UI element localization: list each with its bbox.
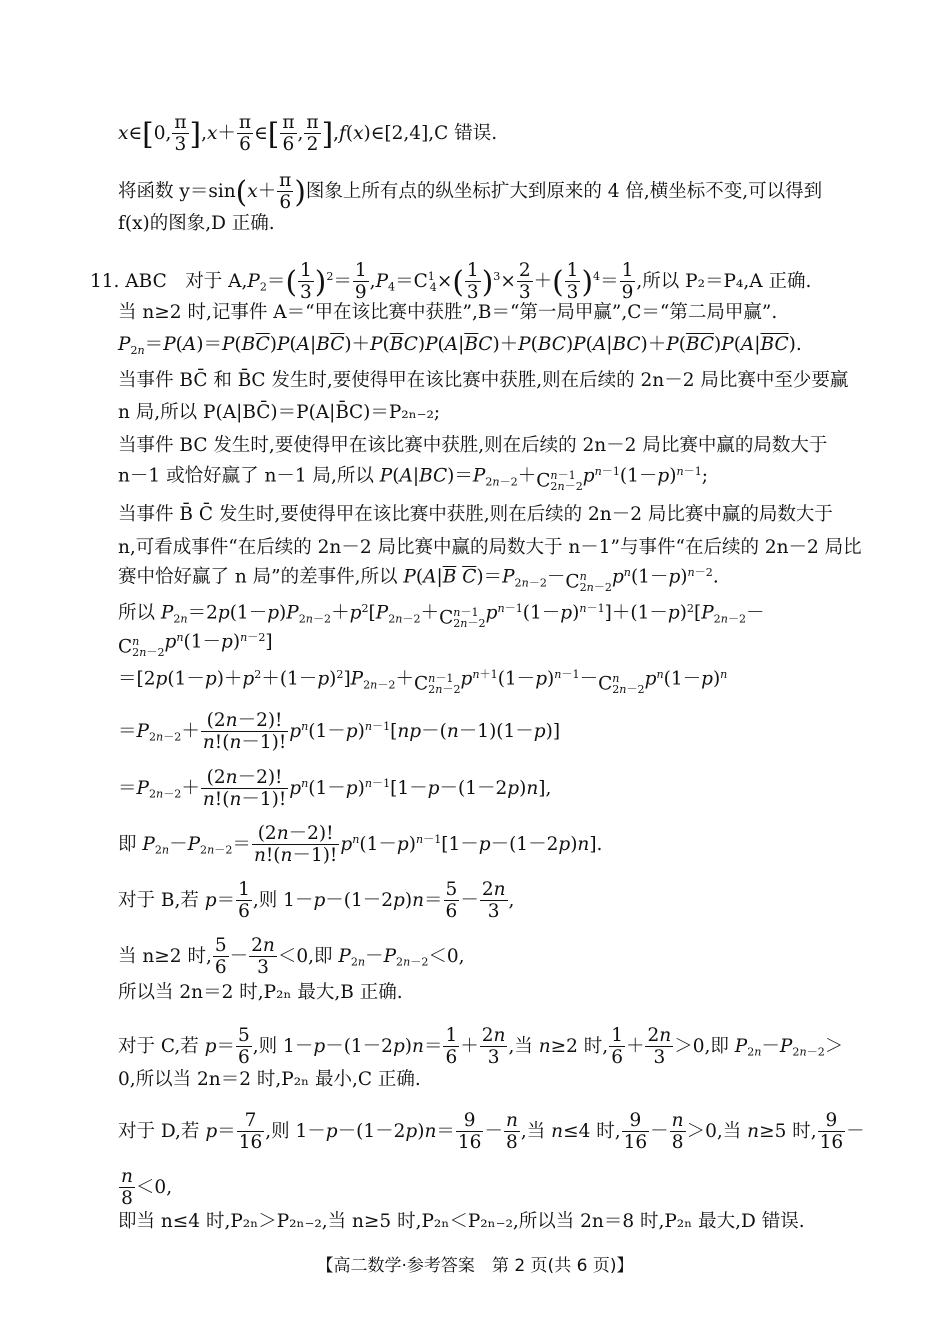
line-case2a: 当事件 BC 发生时,要使得甲在该比赛中获胜,则在后续的 2n－2 局比赛中赢的局数大于 (118, 435, 828, 456)
line-D-correct: f(x)的图象,D 正确. (118, 213, 275, 234)
line-events: 当 n≥2 时,记事件 A＝“甲在该比赛中获胜”,B＝“第一局甲赢”,C＝“第二局甲赢”. (118, 302, 778, 323)
line-D-1: 对于 D,若 p＝ $\frac{7}{16}$ ,则 1－p－(1－2p)n＝ $\frac{9}{16}$ － $\frac{n}{8}$ ,当 n≤4 时, $\frac{9}{16}$ － $\frac{n}{8}$ ＞0,当 n≥5 时, $\frac{9}{16}$ － (118, 1110, 865, 1154)
q11-line-A: 11. ABC 对于 $A,P_2=$( $\frac{1}{3}$ )$^2$＝ $\frac{1}{9}$ $,P_4=C^1_4\times$( $\frac{1}{3}$ )$^3$× $\frac{2}{3}$ ＋( $\frac{1}{3}$ )$^4$＝ $\frac{1}{9}$ ,所以 P₂＝P₄,A 正确. (90, 260, 812, 304)
line-case3a: 当事件 B̄ C̄ 发生时,要使得甲在该比赛中获胜,则在后续的 2n－2 局比赛中赢的局数大于 (118, 504, 833, 525)
line-C-1: 对于 C,若 p＝ $\frac{5}{6}$ ,则 1－p－(1－2p)n＝ $\frac{1}{6}$ ＋ $\frac{2n}{3}$ ,当 n≥2 时, $\frac{1}{6}$ ＋ $\frac{2n}{3}$ ＞0,即 $P_{2n}-P_{2n-2}>$ (118, 1025, 844, 1069)
line-D-2: $\frac{n}{8}$ ＜0, (121, 1166, 173, 1210)
line-transform: 将函数 y＝sin(x＋ $\frac{\pi}{6}$ )图象上所有点的纵坐标扩大到原来的 4 倍,横坐标不变,可以得到 (118, 170, 823, 214)
line-D-3: 即当 n≤4 时,P₂ₙ＞P₂ₙ₋₂,当 n≥5 时,P₂ₙ＜P₂ₙ₋₂,所以当 2n＝8 时,P₂ₙ 最大,D 错误. (118, 1211, 805, 1232)
line-so-recursion-cont: C n 2n－2 $p^n(1-p)^{n-2}$] (118, 631, 273, 660)
line-case2b: n－1 或恰好赢了 n－1 局,所以 $P(A|BC)=P_{2n-2}+C$ n－1 2n－2 $p^{n-1}(1-p)^{n-1}$; (118, 465, 709, 494)
line-domain: x∈[0, $\frac{\pi}{3}$ ],x＋ $\frac{\pi}{6}$ ∈[ $\frac{\pi}{6}$ , $\frac{\pi}{2}$ ],f(x)∈[2,4],C 错误. (118, 112, 498, 156)
line-B-2: 当 n≥2 时, $\frac{5}{6}$ － $\frac{2n}{3}$ ＜0,即 $P_{2n}-P_{2n-2}<0$, (118, 935, 465, 979)
line-case1a: 当事件 BC̄ 和 B̄C 发生时,要使得甲在该比赛中获胜,则在后续的 2n－2 局比赛中至少要赢 (118, 370, 849, 391)
line-total-probability: $P_{2n}=P(A)=P(B\overline{C})P(A|B\overline{C})+P(\overline{B}C)P(A|\overline{B}C)+P(BC)P(A|BC)+P(\overline{B}\overline{C})P(A|\overline{B}\overline{C})$. (118, 334, 802, 357)
line-simplify-1: $=[2p(1-p)+p^2+(1-p)^2]P_{2n-2}+C$ n－1 2n－2 $p^{n+1}(1-p)^{n-1}-C$ n 2n－2 $p^n(1-p)^n$ (118, 668, 728, 697)
line-case3b: n,可看成事件“在后续的 2n－2 局比赛中赢的局数大于 n－1”与事件“在后续的 2n－2 局比 (118, 537, 862, 558)
line-simplify-3: $=P_{2n-2}+$ $\frac{(2n-2)!}{n!(n-1)!}$ $p^n(1-p)^{n-1}[1-p-(1-2p)n]$, (118, 767, 552, 811)
line-B-1: 对于 B,若 p＝ $\frac{1}{6}$ ,则 1－p－(1－2p)n＝ $\frac{5}{6}$ － $\frac{2n}{3}$ , (118, 879, 515, 923)
page-footer: 【高二数学·参考答案 第 2 页(共 6 页)】 (316, 1256, 634, 1276)
line-case3c: 赛中恰好赢了 n 局”的差事件,所以 $P(A|\overline{B}$ $\overline{C})=P_{2n-2}-C$ n 2n－2 $p^n(1-p)^{n-2}$. (118, 566, 719, 595)
line-case1b: n 局,所以 P(A|BC̄)＝P(A|B̄C)＝P₂ₙ₋₂; (118, 402, 441, 423)
line-C-2: 0,所以当 2n＝2 时,P₂ₙ 最小,C 正确. (118, 1069, 421, 1090)
line-B-3: 所以当 2n＝2 时,P₂ₙ 最大,B 正确. (118, 982, 403, 1003)
line-simplify-2: $=P_{2n-2}+$ $\frac{(2n-2)!}{n!(n-1)!}$ $p^n(1-p)^{n-1}[np-(n-1)(1-p)]$ (118, 710, 561, 754)
line-difference: 即 $P_{2n}-P_{2n-2}=$ $\frac{(2n-2)!}{n!(n-1)!}$ $p^n(1-p)^{n-1}[1-p-(1-2p)n]$. (118, 823, 603, 867)
line-so-recursion: 所以 $P_{2n}=2p(1-p)P_{2n-2}+p^2[P_{2n-2}+C$ n－1 2n－2 $p^{n-1}(1-p)^{n-1}]+(1-p)^2[P_{2n-2}-$ (118, 602, 765, 631)
